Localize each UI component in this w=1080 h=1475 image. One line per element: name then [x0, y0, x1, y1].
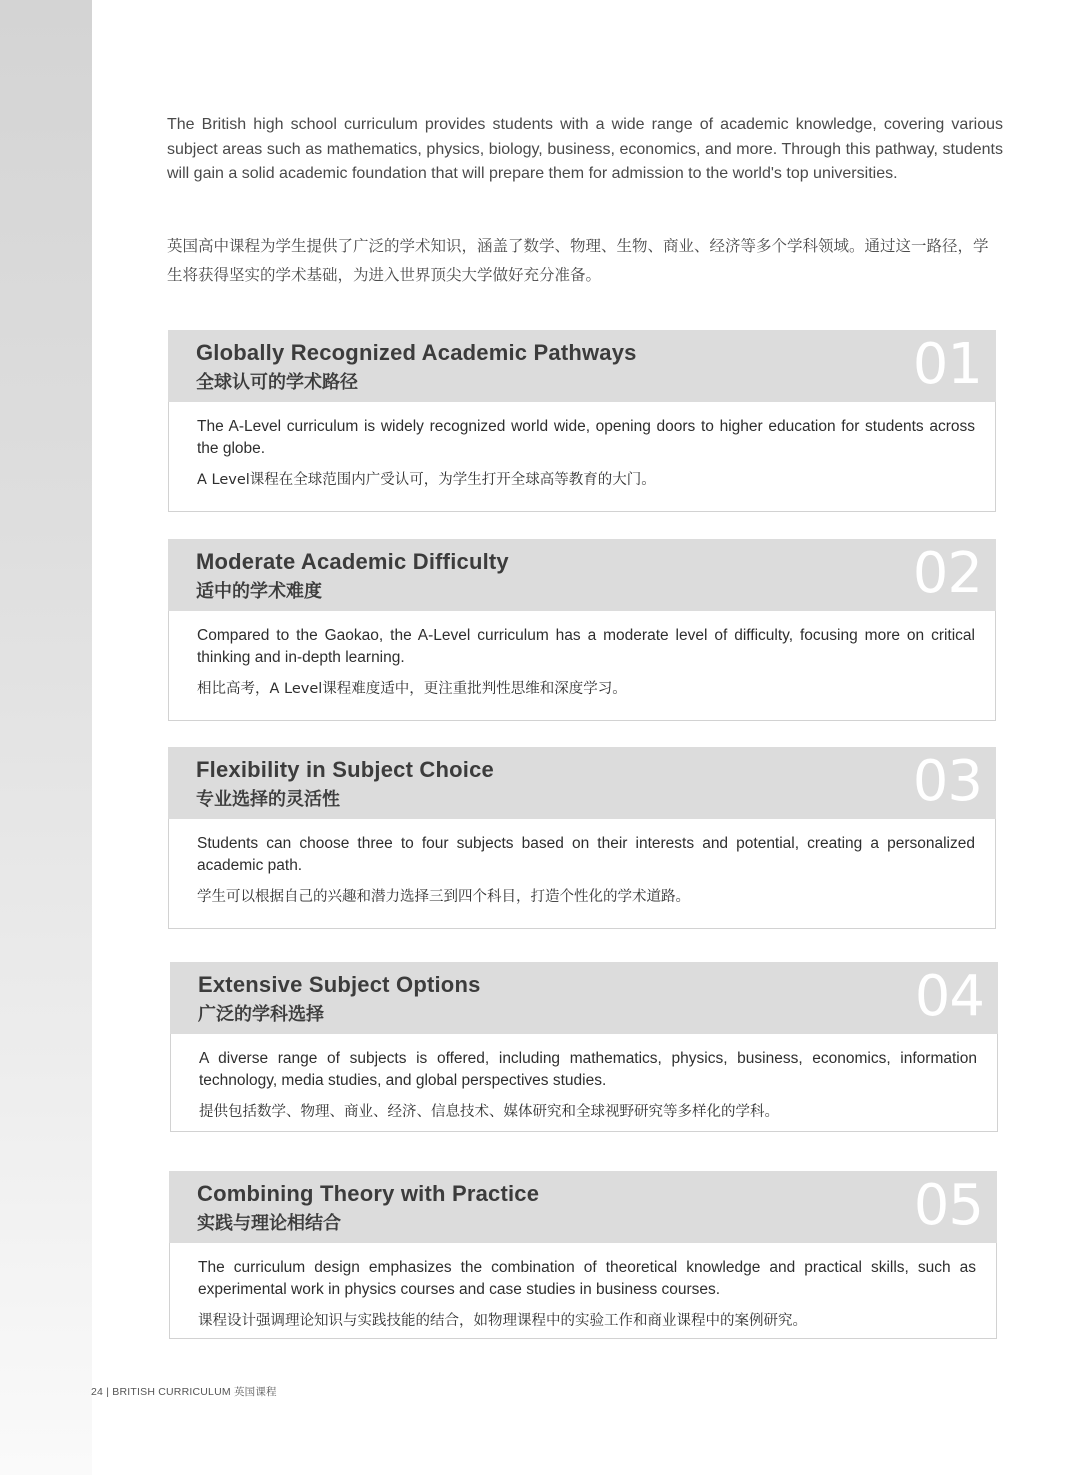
card-text-en: Students can choose three to four subjects based on their interests and potential, creating a personalized academic path. — [197, 835, 975, 874]
footer-section-zh: 英国课程 — [233, 1386, 277, 1398]
card-number: 03 — [912, 749, 982, 814]
card-body — [170, 1243, 996, 1332]
page-footer — [91, 1384, 277, 1399]
card-title-zh: 全球认可的学术路径 — [196, 372, 358, 393]
card-title-zh: 专业选择的灵活性 — [196, 789, 340, 810]
card-title-zh: 广泛的学科选择 — [198, 1004, 324, 1025]
card-title-en: Moderate Academic Difficulty — [196, 549, 509, 574]
page-number: 24 — [91, 1386, 104, 1398]
side-gradient-strip — [0, 0, 92, 1475]
card-number: 02 — [912, 541, 982, 606]
card-text-zh: 课程设计强调理论知识与实践技能的结合，如物理课程中的实验工作和商业课程中的案例研究。 — [198, 1313, 807, 1329]
card-number: 04 — [914, 964, 984, 1029]
card-text-en: The curriculum design emphasizes the combination of theoretical knowledge and practical skills, such as experimental work in physics courses and case studies in business courses. — [198, 1259, 976, 1298]
feature-card-05 — [169, 1171, 997, 1339]
card-text-zh: A Level课程在全球范围内广受认可，为学生打开全球高等教育的大门。 — [197, 472, 656, 488]
card-header — [168, 539, 996, 611]
card-title-en: Globally Recognized Academic Pathways — [196, 340, 637, 365]
card-text-en: Compared to the Gaokao, the A-Level curriculum has a moderate level of difficulty, focusing more on critical thinking and in-depth learning. — [197, 627, 975, 666]
card-title-en: Combining Theory with Practice — [197, 1181, 540, 1206]
footer-section-en: BRITISH CURRICULUM — [112, 1386, 231, 1398]
card-title-zh: 适中的学术难度 — [196, 581, 322, 602]
card-text-en: A diverse range of subjects is offered, including mathematics, physics, business, economics, information technology, media studies, and global perspectives studies. — [199, 1050, 977, 1089]
feature-card-02 — [168, 539, 996, 721]
card-title-zh: 实践与理论相结合 — [197, 1213, 341, 1234]
card-text-zh: 学生可以根据自己的兴趣和潜力选择三到四个科目，打造个性化的学术道路。 — [197, 889, 690, 905]
card-text-zh: 相比高考，A Level课程难度适中，更注重批判性思维和深度学习。 — [197, 681, 627, 697]
intro-paragraph-zh: 英国高中课程为学生提供了广泛的学术知识，涵盖了数学、物理、生物、商业、经济等多个学科领域。通过这一路径，学生将获得坚实的学术基础，为进入世界顶尖大学做好充分准备。 — [167, 237, 989, 284]
card-body — [171, 1034, 997, 1123]
feature-card-01 — [168, 330, 996, 512]
card-header — [168, 330, 996, 402]
card-body — [169, 611, 995, 700]
card-header — [169, 1171, 997, 1243]
card-text-en: The A-Level curriculum is widely recognized world wide, opening doors to higher education for students across the globe. — [197, 418, 975, 457]
footer-separator: | — [106, 1386, 110, 1398]
card-header — [168, 747, 996, 819]
card-header — [170, 962, 998, 1034]
card-text-zh: 提供包括数学、物理、商业、经济、信息技术、媒体研究和全球视野研究等多样化的学科。 — [199, 1104, 779, 1120]
card-number: 01 — [912, 332, 982, 397]
card-title-en: Extensive Subject Options — [198, 972, 481, 997]
intro-paragraph-en: The British high school curriculum provides students with a wide range of academic knowledge, covering various subject areas such as mathematics, physics, biology, business, economics, and more. Through this pathway, students will gain a solid academic foundation that will prepare them for admission to the world's top universities. — [167, 116, 1003, 182]
card-body — [169, 402, 995, 491]
feature-card-04 — [170, 962, 998, 1132]
card-body — [169, 819, 995, 908]
feature-card-03 — [168, 747, 996, 929]
card-number: 05 — [913, 1173, 983, 1238]
card-title-en: Flexibility in Subject Choice — [196, 757, 494, 782]
